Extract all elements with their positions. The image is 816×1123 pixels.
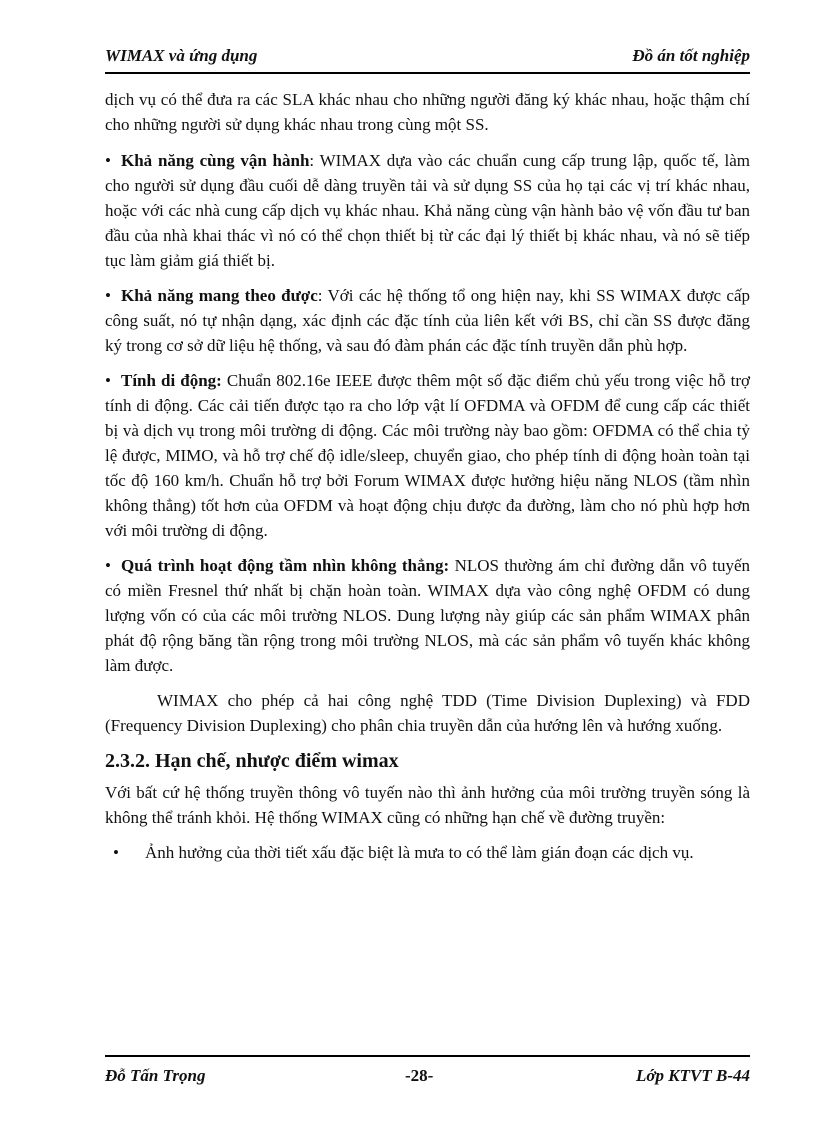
footer-class: Lớp KTVT B-44: [636, 1066, 750, 1085]
header-right: Đồ án tốt nghiệp: [632, 46, 750, 65]
footer-rule: [105, 1055, 750, 1057]
section-heading: 2.3.2. Hạn chế, nhược điểm wimax: [105, 750, 399, 772]
header-rule: [105, 72, 750, 74]
bullet-text: Với các hệ thống tổ ong hiện nay, khi SS WIMAX được cấp công suất, nó tự nhận dạng, xác định các đặc tính của liên kết với BS, chỉ cần SS được đăng ký trong cơ sở dữ liệu hệ thống, và sau đó đàm phán các đặc tính truyền dẫn phù hợp.: [105, 286, 750, 355]
bullet-icon: •: [113, 843, 119, 862]
intro-paragraph: dịch vụ có thể đưa ra các SLA khác nhau cho những người đăng ký khác nhau, hoặc thậm chí cho những người sử dụng khác nhau trong cùng một SS.: [105, 90, 750, 134]
bullet-item-interoperability: [105, 148, 750, 273]
page-header: [105, 46, 750, 70]
bullet-text: Chuẩn 802.16e IEEE được thêm một số đặc điểm chủ yếu trong việc hỗ trợ tính di động. Các cải tiến được tạo ra cho lớp vật lí OFDMA và OFDM để cung cấp các thiết bị và dịch vụ trong môi trường di động. Các môi trường này bao gồm: OFDMA có thể chia tỷ lệ được, MIMO, và hỗ trợ chế độ idle/sleep, chuyển giao, cho phép tính di động hoàn toàn tại tốc độ 160 km/h. Chuẩn hỗ trợ bởi Forum WIMAX được hưởng hiệu năng NLOS (tầm nhìn không thẳng) tốt hơn của OFDM và hoạt động chịu được đa đường, làm cho nó phù hợp hơn với môi trường di động.: [105, 371, 750, 540]
bullet-icon: •: [105, 286, 111, 305]
bullet-item-mobility: [105, 368, 750, 543]
bullet-separator: :: [317, 286, 328, 305]
bullet-separator: :: [309, 151, 320, 170]
section-intro-paragraph: Với bất cứ hệ thống truyền thông vô tuyến nào thì ảnh hưởng của môi trường truyền sóng là không thể tránh khỏi. Hệ thống WIMAX cũng có những hạn chế về đường truyền:: [105, 783, 750, 827]
bullet-icon: •: [105, 371, 111, 390]
page-footer: [105, 1066, 750, 1090]
bullet-text: WIMAX dựa vào các chuẩn cung cấp trung lập, quốc tế, làm cho người sử dụng đầu cuối dễ dàng truyền tải và sử dụng SS của họ tại các vị trí khác nhau, hoặc với các nhà cung cấp dịch vụ khác nhau. Khả năng cùng vận hành bảo vệ vốn đầu tư ban đầu của nhà khai thác vì nó có thể chọn thiết bị từ các đại lý thiết bị khác nhau, và nó sẽ tiếp tục làm giảm giá thiết bị.: [105, 151, 750, 270]
bullet-text: NLOS thường ám chỉ đường dẫn vô tuyến có miền Fresnel thứ nhất bị chặn hoàn toàn. WIMAX dựa vào công nghệ OFDM có dung lượng vốn có của các môi trường NLOS. Dung lượng này giúp các sản phẩm WIMAX phân phát độ rộng băng tần rộng trong môi trường NLOS, mà các sản phẩm vô tuyến khác không làm được.: [105, 556, 751, 675]
page-number: -28-: [405, 1066, 434, 1085]
bullet-title: Khả năng mang theo được: [121, 286, 318, 305]
bullet-title: Tính di động:: [121, 371, 222, 390]
closing-paragraph: WIMAX cho phép cả hai công nghệ TDD (Time Division Duplexing) và FDD (Frequency Division Duplexing) cho phân chia truyền dẫn của hướng lên và hướng xuống.: [105, 691, 750, 735]
header-left: WIMAX và ứng dụng: [105, 46, 258, 65]
bullet-title: Quá trình hoạt động tầm nhìn không thẳng:: [121, 556, 450, 575]
bullet-title: Khả năng cùng vận hành: [121, 151, 310, 170]
sub-bullet-text: Ảnh hưởng của thời tiết xấu đặc biệt là mưa to có thể làm gián đoạn các dịch vụ.: [145, 843, 694, 862]
footer-author: Đỗ Tấn Trọng: [105, 1066, 206, 1085]
bullet-item-portability: [105, 283, 750, 358]
bullet-icon: •: [105, 151, 111, 170]
page-body: [105, 87, 750, 875]
bullet-icon: •: [105, 556, 111, 575]
sub-bullet-item: [105, 840, 750, 865]
bullet-item-nlos: [105, 553, 750, 678]
